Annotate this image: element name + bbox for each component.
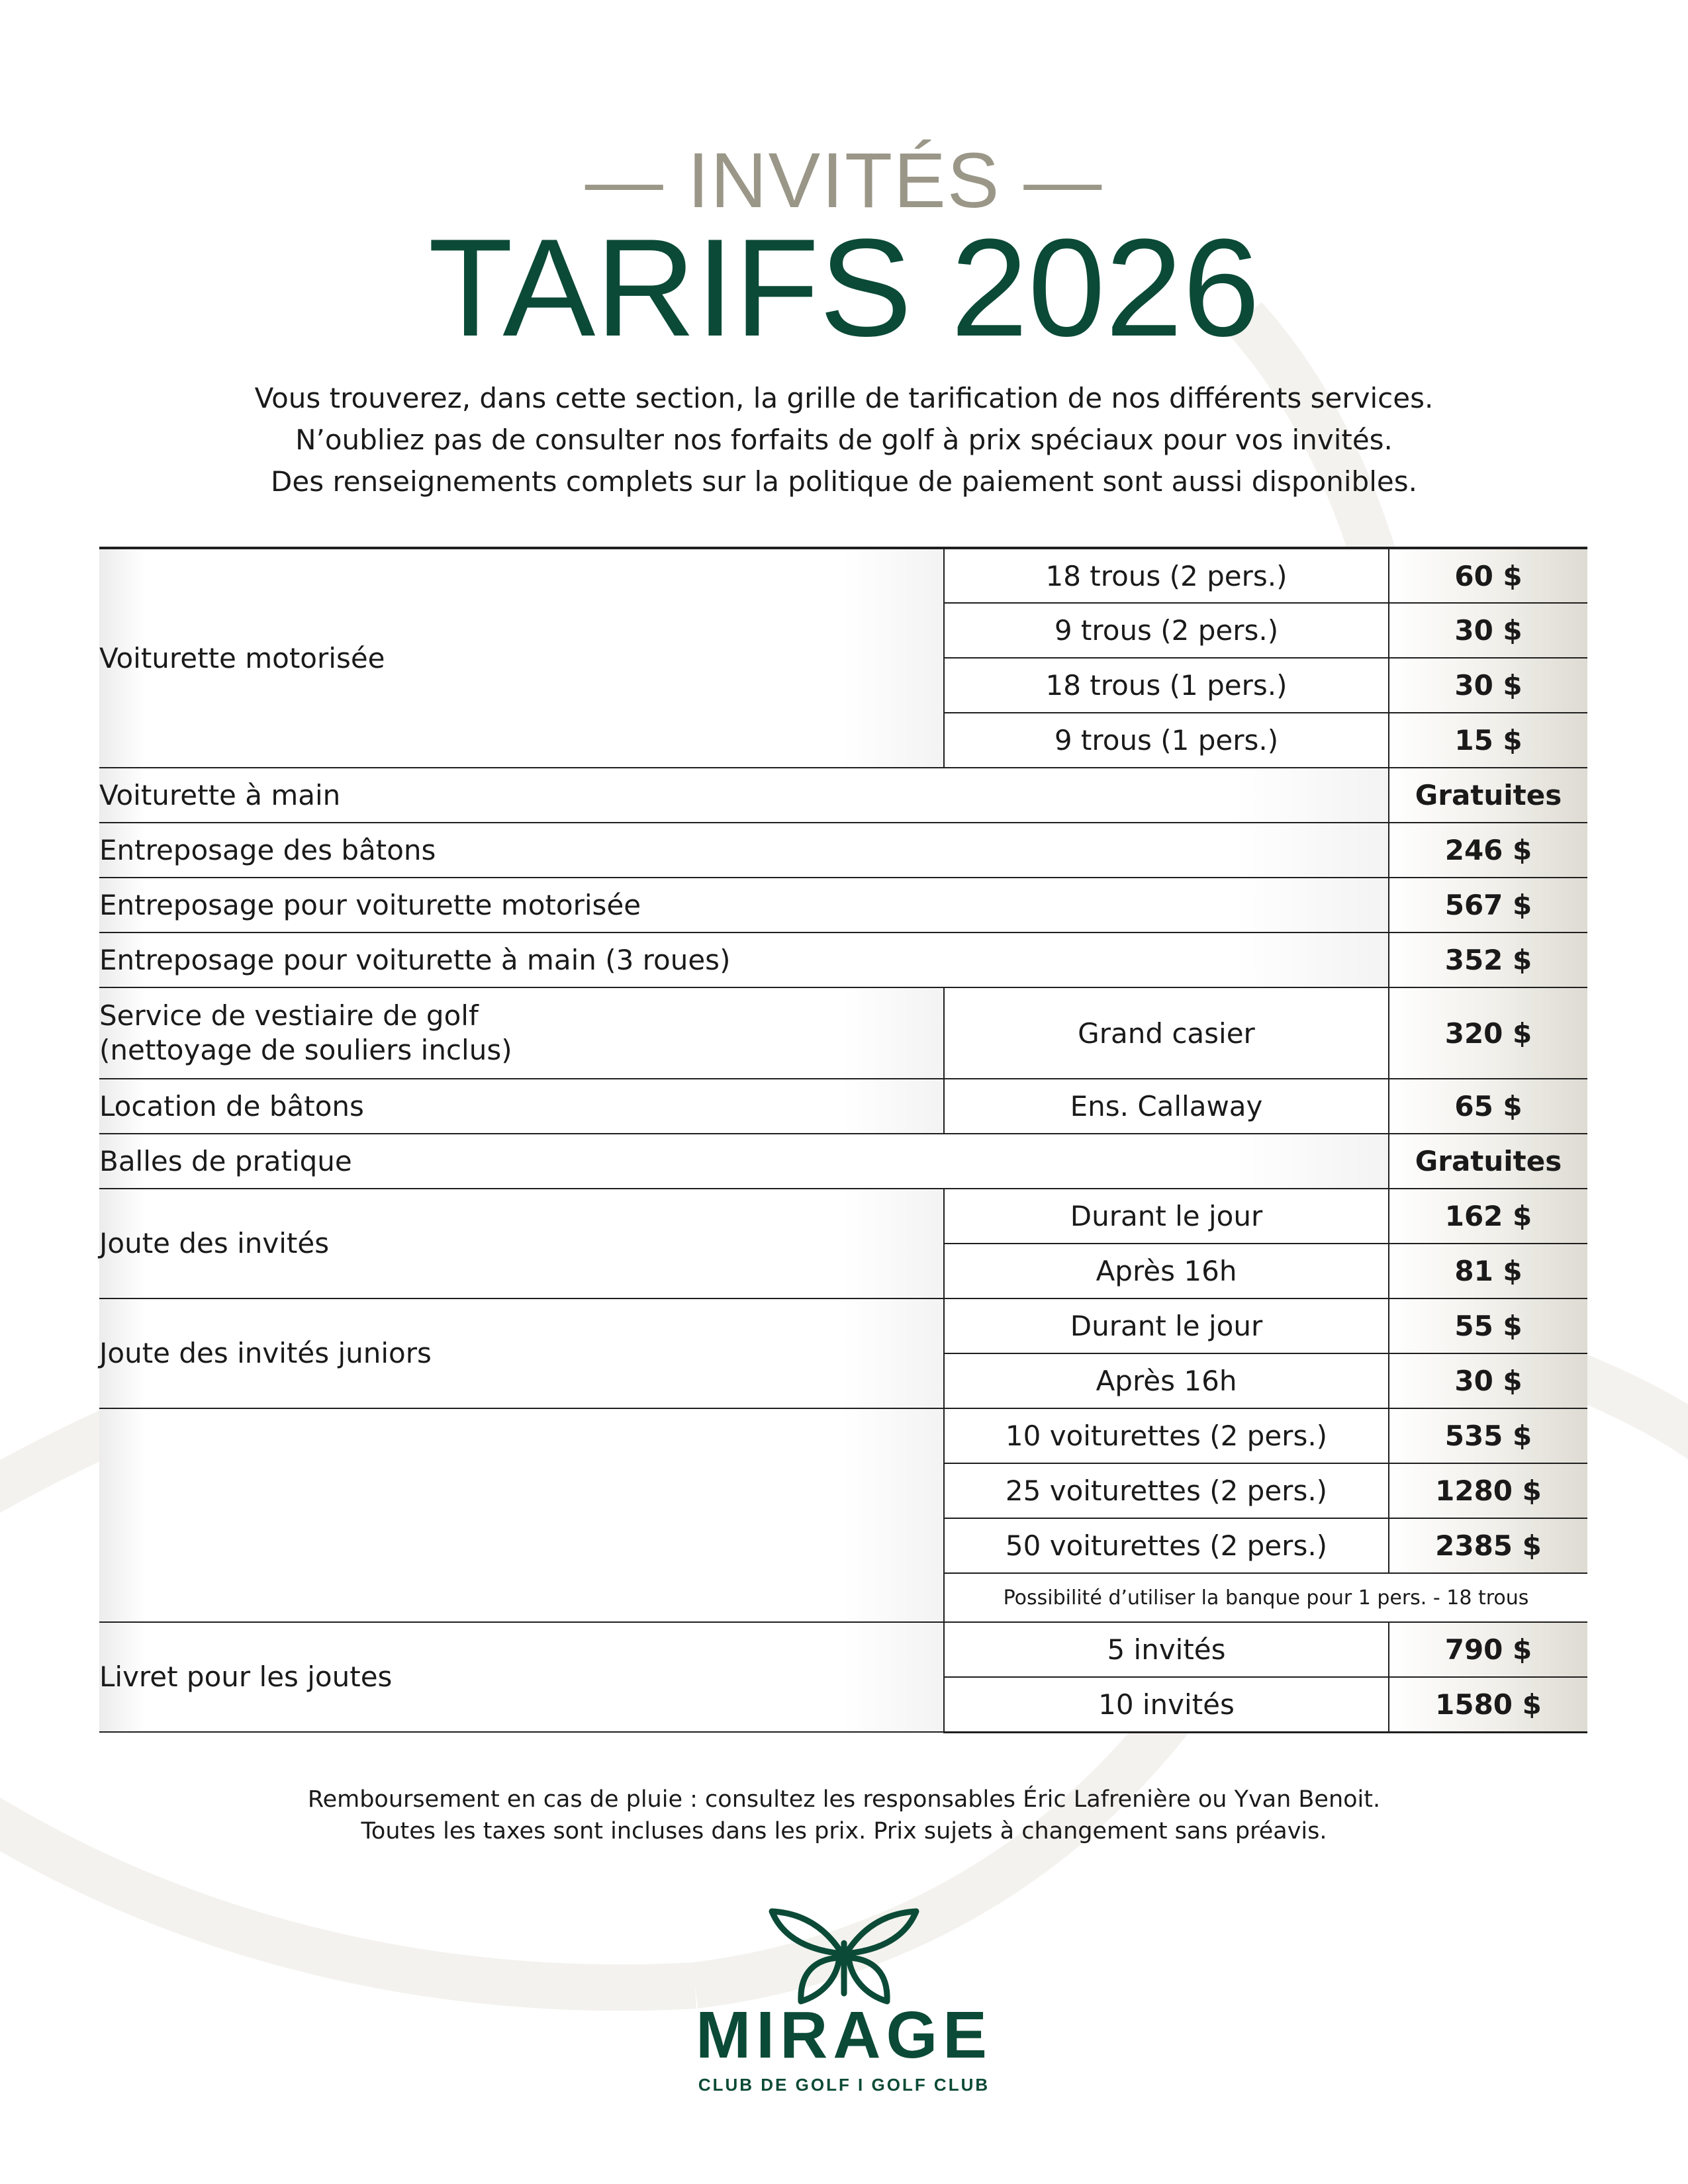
table-row: [99, 987, 1587, 1079]
row-option: 5 invités: [944, 1622, 1389, 1677]
row-price: 1580 $: [1389, 1677, 1587, 1732]
row-price: 55 $: [1389, 1298, 1587, 1353]
row-label: [99, 987, 944, 1079]
row-price: 30 $: [1389, 658, 1587, 713]
row-price: 1280 $: [1389, 1463, 1587, 1518]
row-price: 320 $: [1389, 987, 1587, 1079]
row-price: 2385 $: [1389, 1518, 1587, 1573]
row-label: Entreposage pour voiturette motorisée: [99, 878, 1389, 933]
table-row: [99, 823, 1587, 878]
row-price: 65 $: [1389, 1079, 1587, 1134]
row-label: Entreposage des bâtons: [99, 823, 1389, 878]
table-row: [99, 1189, 1587, 1244]
row-label: Balles de pratique: [99, 1134, 1389, 1189]
row-label: Livret pour les joutes: [99, 1622, 944, 1732]
page-title: TARIFS 2026: [428, 210, 1260, 365]
row-option: Durant le jour: [944, 1189, 1389, 1244]
row-option: 10 voiturettes (2 pers.): [944, 1408, 1389, 1463]
table-row: [99, 548, 1587, 603]
row-price: 30 $: [1389, 1353, 1587, 1408]
table-row: [99, 1408, 1587, 1463]
table-row: [99, 1079, 1587, 1134]
logo-name: MIRAGE: [696, 1998, 992, 2072]
row-price: 567 $: [1389, 878, 1587, 933]
row-option: 18 trous (1 pers.): [944, 658, 1389, 713]
row-label: Entreposage pour voiturette à main (3 roues): [99, 933, 1389, 987]
row-price: 790 $: [1389, 1622, 1587, 1677]
row-price: Gratuites: [1389, 1134, 1587, 1189]
table-row: [99, 1298, 1587, 1353]
row-price: 15 $: [1389, 713, 1587, 768]
row-price: 81 $: [1389, 1244, 1587, 1298]
row-option: Après 16h: [944, 1353, 1389, 1408]
row-price: 535 $: [1389, 1408, 1587, 1463]
row-label-line-2: (nettoyage de souliers inclus): [99, 1034, 512, 1066]
row-label: Voiturette motorisée: [99, 548, 944, 768]
row-price: Gratuites: [1389, 768, 1587, 823]
row-price: 246 $: [1389, 823, 1587, 878]
intro-text: [0, 377, 1688, 502]
logo-tagline: CLUB DE GOLF I GOLF CLUB: [698, 2075, 990, 2095]
row-option: 10 invités: [944, 1677, 1389, 1732]
row-label: Location de bâtons: [99, 1079, 944, 1134]
row-price: 352 $: [1389, 933, 1587, 987]
table-row: [99, 878, 1587, 933]
row-option: 9 trous (2 pers.): [944, 603, 1389, 658]
row-option: Grand casier: [944, 987, 1389, 1079]
row-price: 162 $: [1389, 1189, 1587, 1244]
row-label: Joute des invités juniors: [99, 1298, 944, 1408]
table-row: [99, 768, 1587, 823]
row-price: 30 $: [1389, 603, 1587, 658]
intro-line-2: N’oubliez pas de consulter nos forfaits de golf à prix spéciaux pour vos invités.: [295, 424, 1393, 456]
row-option: 9 trous (1 pers.): [944, 713, 1389, 768]
rates-table: [99, 547, 1587, 1733]
row-option: Durant le jour: [944, 1298, 1389, 1353]
row-option: 18 trous (2 pers.): [944, 548, 1389, 603]
row-price: 60 $: [1389, 548, 1587, 603]
row-option: 50 voiturettes (2 pers.): [944, 1518, 1389, 1573]
footer-line-1: Remboursement en cas de pluie : consultez les responsables Éric Lafrenière ou Yvan Benoit.: [307, 1786, 1381, 1813]
intro-line-3: Des renseignements complets sur la politique de paiement sont aussi disponibles.: [271, 465, 1417, 498]
footer-notes: [0, 1784, 1688, 1847]
table-row: [99, 933, 1587, 987]
row-label: Joute des invités: [99, 1189, 944, 1298]
intro-line-1: Vous trouverez, dans cette section, la grille de tarification de nos différents services.: [254, 382, 1434, 414]
butterfly-icon: [768, 1906, 920, 2005]
table-row: [99, 1622, 1587, 1677]
row-label-empty: [99, 1408, 944, 1622]
row-label: Voiturette à main: [99, 768, 1389, 823]
row-option: Ens. Callaway: [944, 1079, 1389, 1134]
table-row: [99, 1134, 1587, 1189]
row-option: 25 voiturettes (2 pers.): [944, 1463, 1389, 1518]
footer-line-2: Toutes les taxes sont incluses dans les prix. Prix sujets à changement sans préavis.: [361, 1818, 1327, 1844]
row-label-line-1: Service de vestiaire de golf: [99, 999, 479, 1032]
section-eyebrow: — INVITÉS —: [585, 137, 1103, 224]
row-option: Après 16h: [944, 1244, 1389, 1298]
row-note: Possibilité d’utiliser la banque pour 1 pers. - 18 trous: [944, 1573, 1587, 1622]
